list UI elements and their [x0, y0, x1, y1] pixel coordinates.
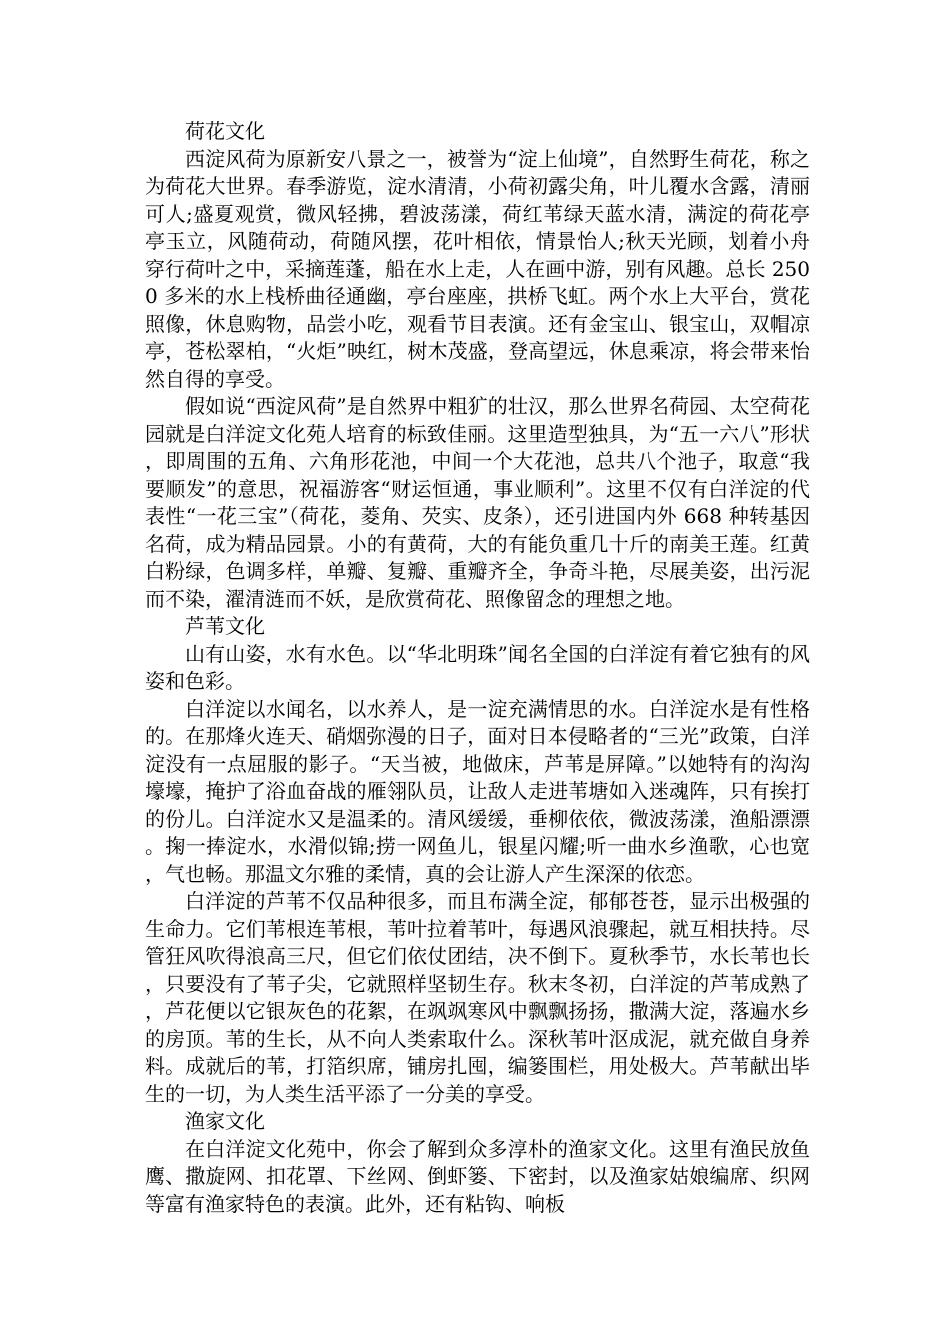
paragraph-lotus-2: 假如说“西淀风荷”是自然界中粗犷的壮汉，那么世界名荷园、太空荷花园就是白洋淀文化苑人培育的标致佳丽。这里造型独具，为“五一六八”形状，即周围的五角、六角形花池，中间一个大花池，总共八个池子，取意“我要顺发”的意思，祝福游客“财运恒通，事业顺利”。这里不仅有白洋淀的代表性“一花三宝”（荷花，菱角、芡实、皮条），还引进国内外 668 种转基因名荷，成为精品园景。小的有黄荷，大的有能负重几十斤的南美王莲。红黄白粉绿，色调多样，单瓣、复瓣、重瓣齐全，争奇斗艳，尽展美姿，出污泥而不染，濯清涟而不妖，是欣赏荷花、照像留念的理想之地。	[145, 394, 810, 611]
paragraph-fishing-1: 在白洋淀文化苑中，你会了解到众多淳朴的渔家文化。这里有渔民放鱼鹰、撒旋网、扣花罩、下丝网、倒虾篓、下密封，以及渔家姑娘编席、织网等富有渔家特色的表演。此外，还有粘钩、响板	[145, 1136, 810, 1216]
paragraph-reed-3: 白洋淀的芦苇不仅品种很多，而且布满全淀，郁郁苍苍，显示出极强的生命力。它们苇根连苇根，苇叶拉着苇叶，每遇风浪骤起，就互相扶持。尽管狂风吹得浪高三尺，但它们依仗团结，决不倒下。夏秋季节，水长苇也长，只要没有了苇子尖，它就照样坚韧生存。秋末冬初，白洋淀的芦苇成熟了，芦花便以它银灰色的花絮，在飒飒寒风中飘飘扬扬，撒满大淀，落遍水乡的房顶。苇的生长，从不向人类索取什么。深秋苇叶沤成泥，就充做自身养料。成就后的苇，打箔织席，铺房扎囤，编篓围栏，用处极大。芦苇献出毕生的一切，为人类生活平添了一分美的享受。	[145, 889, 810, 1106]
section-heading-reed: 芦苇文化	[185, 614, 265, 638]
document-body	[145, 118, 810, 1218]
paragraph-reed-2: 白洋淀以水闻名，以水养人，是一淀充满情思的水。白洋淀水是有性格的。在那烽火连天、硝烟弥漫的日子，面对日本侵略者的“三光”政策，白洋淀没有一点屈服的影子。“天当被，地做床，芦苇是屏障。”以她特有的沟沟壕壕，掩护了浴血奋战的雁翎队员，让敌人走进苇塘如入迷魂阵，只有挨打的份儿。白洋淀水又是温柔的。清风缓缓，垂柳依依，微波荡漾，渔船漂漂。掬一捧淀水，水滑似锦;捞一网鱼儿，银星闪耀;听一曲水乡渔歌，心也宽，气也畅。那温文尔雅的柔情，真的会让游人产生深深的依恋。	[145, 696, 810, 886]
paragraph-lotus-1: 西淀风荷为原新安八景之一，被誉为“淀上仙境”，自然野生荷花，称之为荷花大世界。春季游览，淀水清清，小荷初露尖角，叶儿覆水含露，清丽可人;盛夏观赏，微风轻拂，碧波荡漾，荷红苇绿天蓝水清，满淀的荷花亭亭玉立，风随荷动，荷随风摆，花叶相依，情景怡人;秋天光顾，划着小舟穿行荷叶之中，采摘莲蓬，船在水上走，人在画中游，别有风趣。总长 2500 多米的水上栈桥曲径通幽，亭台座座，拱桥飞虹。两个水上大平台，赏花照像，休息购物，品尝小吃，观看节目表演。还有金宝山、银宝山，双帽凉亭，苍松翠柏，“火炬”映红，树木茂盛，登高望远，休息乘凉，将会带来怡然自得的享受。	[145, 146, 810, 391]
section-heading-lotus: 荷花文化	[185, 119, 265, 143]
section-heading-fishing: 渔家文化	[185, 1109, 265, 1133]
paragraph-reed-1: 山有山姿，水有水色。以“华北明珠”闻名全国的白洋淀有着它独有的风姿和色彩。	[145, 641, 810, 693]
